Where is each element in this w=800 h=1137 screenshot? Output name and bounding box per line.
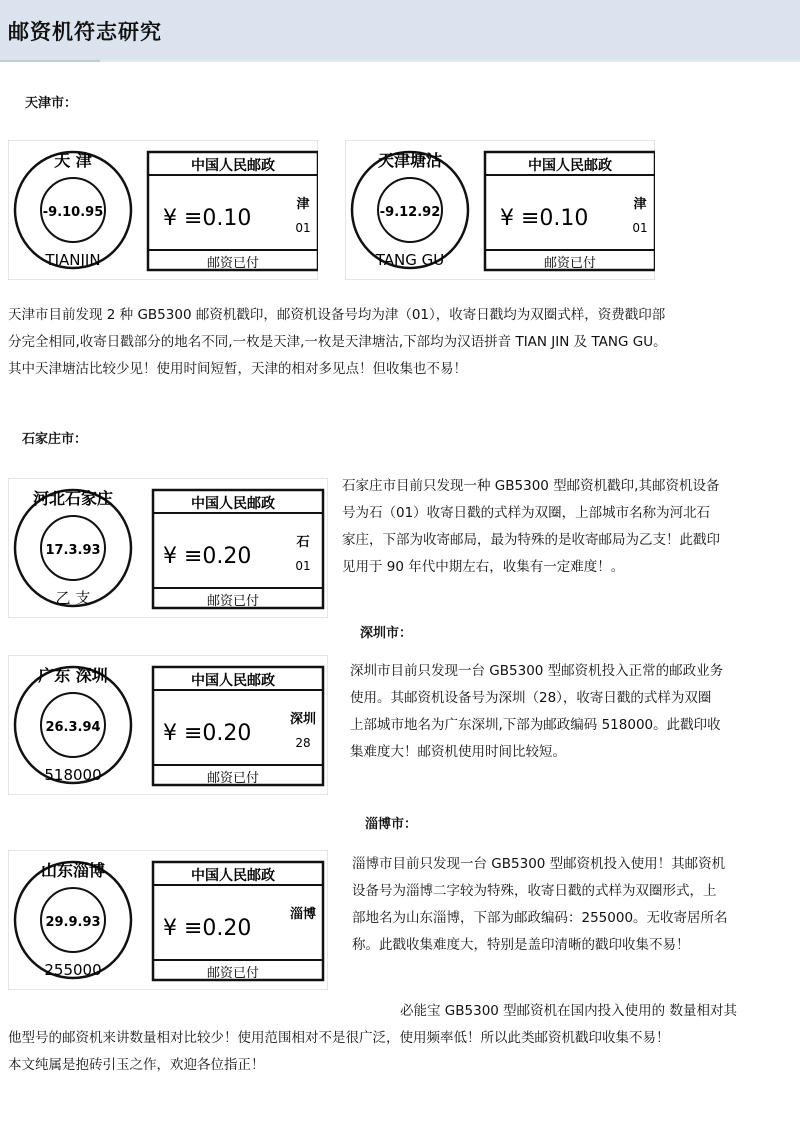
postmark-bottom: 乙 支 bbox=[55, 589, 91, 607]
svg-text:28: 28 bbox=[295, 736, 311, 750]
postmark-date: -9.12.92 bbox=[379, 205, 441, 220]
text-line: 必能宝 GB5300 型邮资机在国内投入使用的 数量相对其 bbox=[400, 1003, 737, 1019]
postmark-bottom: TIANJIN bbox=[45, 251, 101, 269]
text-line: 分完全相同,收寄日戳部分的地名不同,一枚是天津,一枚是天津塘沽,下部均为汉语拼音 TIAN JIN 及 TANG GU。 bbox=[8, 334, 667, 350]
text-line: 石家庄市目前只发现一种 GB5300 型邮资机戳印,其邮资机设备 bbox=[342, 478, 720, 494]
svg-text:深圳: 深圳 bbox=[289, 712, 317, 727]
postage-meter-mark bbox=[153, 862, 323, 981]
postmark-place: 天 津 bbox=[54, 151, 92, 170]
paragraph-conclusion bbox=[8, 998, 737, 1079]
svg-text:邮资已付: 邮资已付 bbox=[206, 256, 260, 271]
svg-text:邮资已付: 邮资已付 bbox=[206, 966, 260, 981]
text-line: 他型号的邮资机来讲数量相对比较少！使用范围相对不是很广泛，使用频率低！所以此类邮资机戳印收集不易！ bbox=[8, 1030, 670, 1046]
svg-text:01: 01 bbox=[295, 559, 311, 573]
svg-text:01: 01 bbox=[295, 221, 311, 235]
text-line: 集难度大！邮资机使用时间比较短。 bbox=[350, 744, 566, 760]
svg-text:中国人民邮政: 中国人民邮政 bbox=[191, 868, 275, 884]
text-line: 本文纯属是抱砖引玉之作，欢迎各位指正！ bbox=[8, 1057, 265, 1073]
svg-text:津: 津 bbox=[633, 197, 647, 212]
postmark-place: 天津塘沽 bbox=[377, 151, 443, 170]
date-postmark bbox=[15, 489, 131, 607]
postmark-place: 河北石家庄 bbox=[32, 489, 114, 508]
text-line: 部地名为山东淄博，下部为邮政编码：255000。无收寄居所名 bbox=[352, 910, 728, 926]
svg-text:01: 01 bbox=[632, 221, 648, 235]
text-line: 号为石（01）收寄日戳的式样为双圈，上部城市名称为河北石 bbox=[342, 505, 711, 521]
postage-meter-mark bbox=[148, 152, 318, 271]
svg-text:中国人民邮政: 中国人民邮政 bbox=[191, 496, 275, 512]
text-line: 家庄，下部为收寄邮局，最为特殊的是收寄邮局为乙支！此戳印 bbox=[342, 532, 720, 548]
svg-text:¥ ≡0.10: ¥ ≡0.10 bbox=[500, 206, 589, 231]
text-line: 深圳市目前只发现一台 GB5300 型邮资机投入正常的邮政业务 bbox=[350, 663, 724, 679]
svg-text:津: 津 bbox=[296, 197, 310, 212]
paragraph-zibo bbox=[352, 851, 728, 959]
header-accent bbox=[0, 60, 100, 62]
page-header bbox=[0, 0, 800, 62]
date-postmark bbox=[15, 151, 131, 269]
postmark-image-zibo bbox=[8, 850, 328, 994]
svg-text:邮资已付: 邮资已付 bbox=[543, 256, 597, 271]
svg-text:邮资已付: 邮资已付 bbox=[206, 771, 260, 786]
heading-shenzhen: 深圳市： bbox=[360, 626, 413, 641]
postmark-image-tanggu bbox=[345, 140, 655, 284]
date-postmark bbox=[15, 666, 131, 784]
svg-text:¥ ≡0.20: ¥ ≡0.20 bbox=[163, 721, 252, 746]
svg-text:¥ ≡0.20: ¥ ≡0.20 bbox=[163, 916, 252, 941]
date-postmark bbox=[352, 151, 468, 269]
text-line: 上部城市地名为广东深圳,下部为邮政编码 518000。此戳印收 bbox=[350, 717, 721, 733]
svg-text:¥ ≡0.20: ¥ ≡0.20 bbox=[163, 544, 252, 569]
postmark-image-shijiazhuang bbox=[8, 478, 328, 622]
text-line: 使用。其邮资机设备号为深圳（28），收寄日戳的式样为双圈 bbox=[350, 690, 712, 706]
postmark-image-shenzhen bbox=[8, 655, 328, 799]
postmark-bottom: 255000 bbox=[44, 961, 102, 979]
postmark-place: 山东淄博 bbox=[40, 861, 106, 880]
postage-meter-mark bbox=[153, 490, 323, 609]
postmark-place: 广东 深圳 bbox=[38, 666, 108, 685]
text-line: 天津市目前发现 2 种 GB5300 邮资机戳印，邮资机设备号均为津（01），收寄日戳均为双圈式样，资费戳印部 bbox=[8, 307, 666, 323]
postmark-date: -9.10.95 bbox=[42, 205, 104, 220]
heading-zibo: 淄博市： bbox=[365, 817, 418, 832]
svg-text:邮资已付: 邮资已付 bbox=[206, 594, 260, 609]
svg-text:石: 石 bbox=[296, 535, 310, 550]
svg-text:中国人民邮政: 中国人民邮政 bbox=[528, 158, 612, 174]
page-title: 邮资机符志研究 bbox=[8, 20, 162, 44]
heading-tianjin: 天津市： bbox=[25, 96, 78, 111]
postmark-date: 29.9.93 bbox=[45, 915, 101, 930]
text-line: 见用于 90 年代中期左右，收集有一定难度！。 bbox=[342, 559, 625, 575]
paragraph-shenzhen bbox=[350, 658, 723, 766]
paragraph-tianjin bbox=[8, 302, 667, 383]
postmark-bottom: 518000 bbox=[44, 766, 102, 784]
postmark-image-tianjin bbox=[8, 140, 318, 284]
svg-text:淄博: 淄博 bbox=[289, 907, 317, 922]
svg-text:中国人民邮政: 中国人民邮政 bbox=[191, 673, 275, 689]
postmark-date: 26.3.94 bbox=[45, 720, 101, 735]
date-postmark bbox=[15, 861, 131, 979]
text-line: 淄博市目前只发现一台 GB5300 型邮资机投入使用！其邮资机 bbox=[352, 856, 726, 872]
svg-text:¥ ≡0.10: ¥ ≡0.10 bbox=[163, 206, 252, 231]
text-line: 其中天津塘沽比较少见！使用时间短暂，天津的相对多见点！但收集也不易！ bbox=[8, 361, 467, 377]
postage-meter-mark bbox=[153, 667, 323, 786]
svg-text:中国人民邮政: 中国人民邮政 bbox=[191, 158, 275, 174]
postmark-bottom: TANG GU bbox=[375, 251, 445, 269]
heading-shijiazhuang: 石家庄市： bbox=[22, 432, 88, 447]
postage-meter-mark bbox=[485, 152, 655, 271]
paragraph-shijiazhuang bbox=[342, 473, 720, 581]
postmark-date: 17.3.93 bbox=[45, 543, 101, 558]
text-line: 设备号为淄博二字较为特殊，收寄日戳的式样为双圈形式，上 bbox=[352, 883, 717, 899]
text-line: 称。此戳收集难度大，特别是盖印清晰的戳印收集不易！ bbox=[352, 937, 690, 953]
